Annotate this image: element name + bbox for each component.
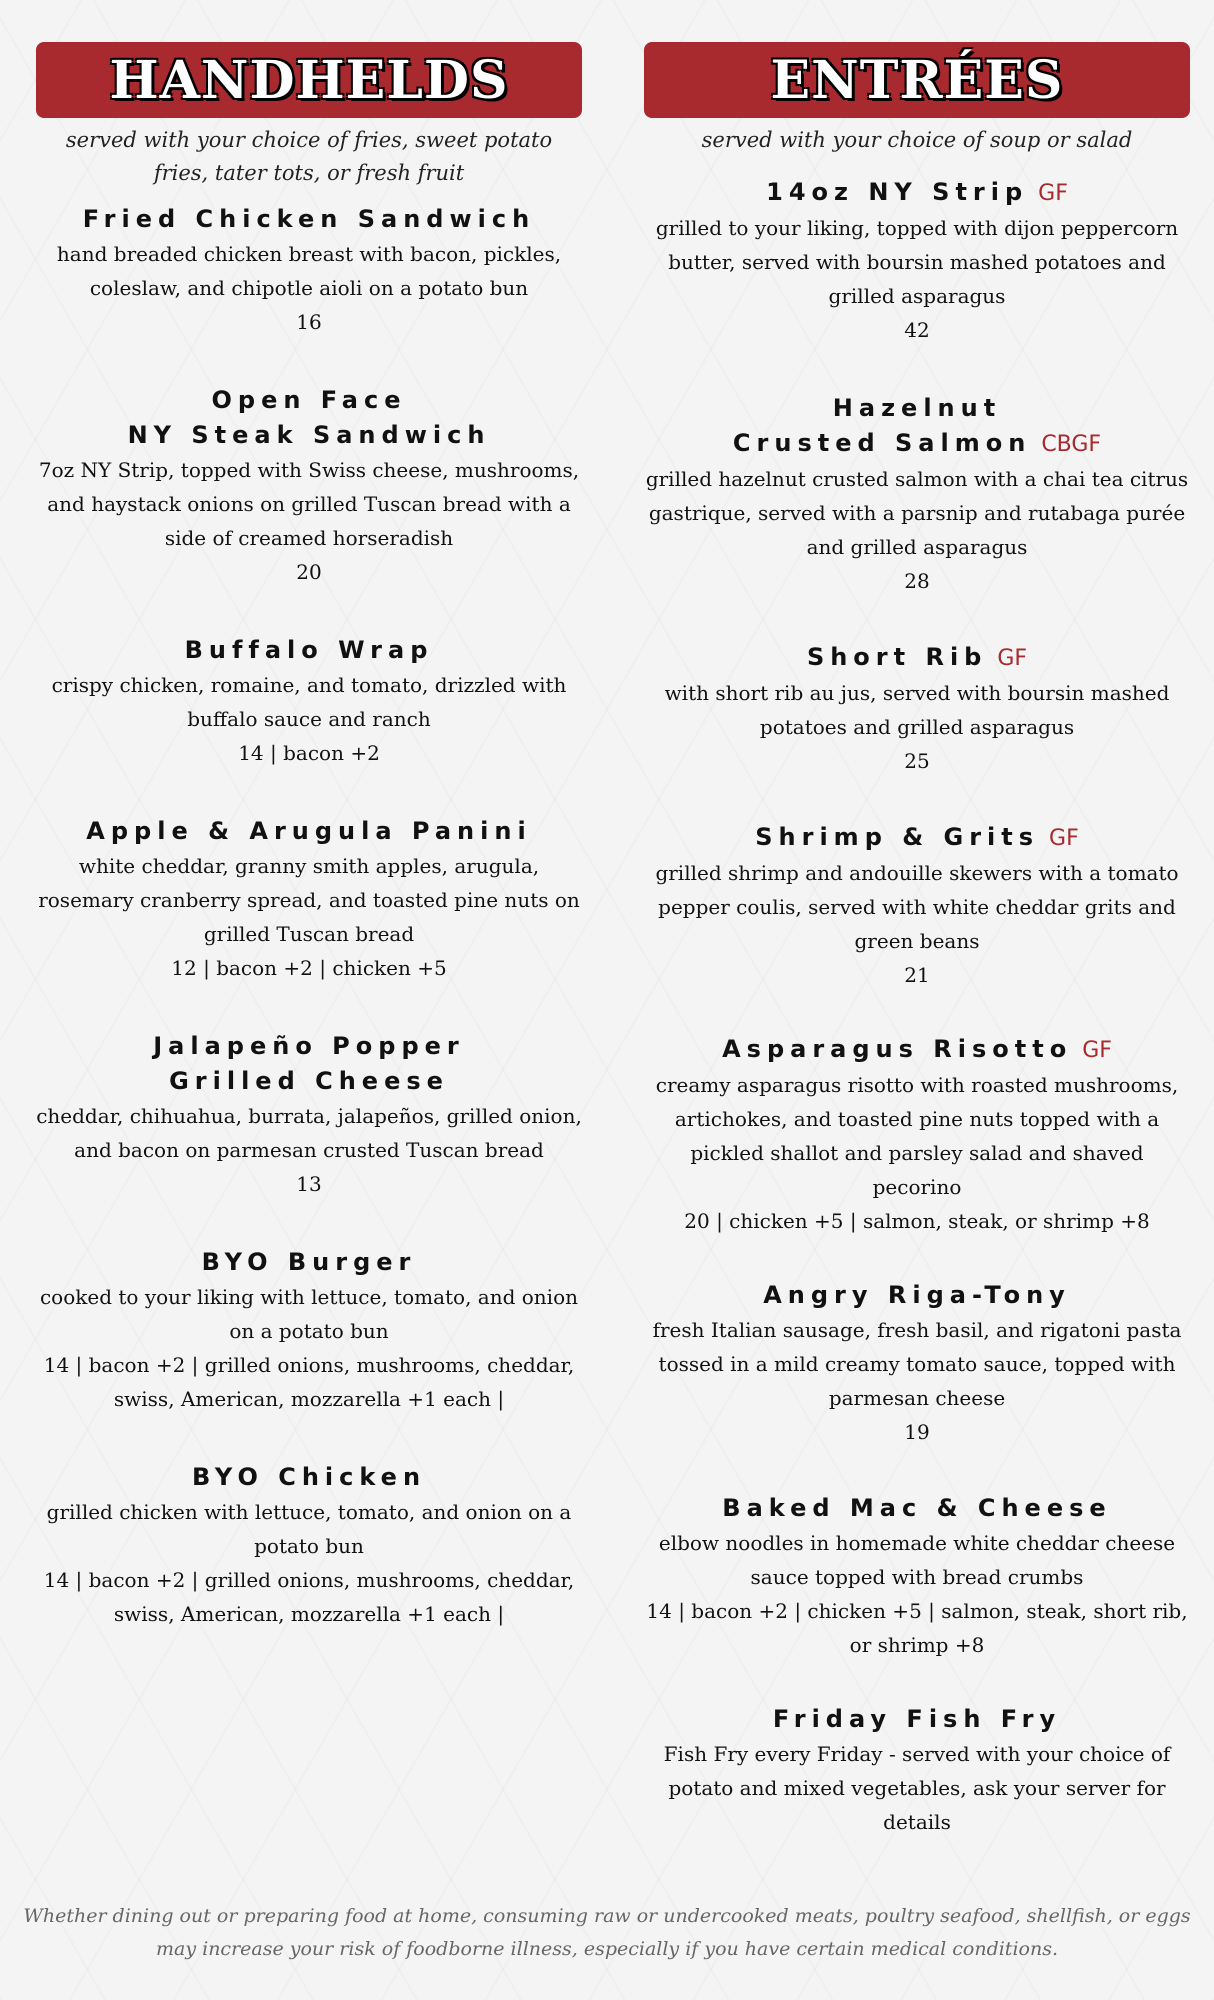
menu-item [36, 1460, 582, 1631]
menu-item-price: 42 [904, 318, 930, 342]
menu-item-name-line: Baked Mac & Cheese [722, 1494, 1112, 1522]
menu-item [36, 814, 582, 985]
menu-item-name-line: BYO Burger [201, 1248, 417, 1276]
menu-item-name [644, 1032, 1190, 1068]
menu-item-description: creamy asparagus risotto with roasted mushrooms, artichokes, and toasted pine nuts topped with a pickled shallot and parsley salad and shaved pecorino [655, 1073, 1179, 1199]
menu-item-price: 20 | chicken +5 | salmon, steak, or shrimp +8 [684, 1209, 1150, 1233]
menu-item-name-line: Fried Chicken Sandwich [82, 205, 536, 233]
dietary-tag: GF [997, 646, 1028, 671]
menu-item-name [644, 820, 1190, 856]
menu-item-description: elbow noodles in homemade white cheddar cheese sauce topped with bread crumbs [658, 1531, 1176, 1589]
dietary-tag: GF [1082, 1038, 1112, 1063]
menu-item-name [36, 814, 582, 849]
handhelds-section [36, 42, 582, 1631]
menu-item-description: Fish Fry every Friday - served with your choice of potato and mixed vegetables, ask your server for details [663, 1742, 1171, 1834]
menu-item-price: 14 | bacon +2 | grilled onions, mushrooms, cheddar, swiss, American, mozzarella +1 each | [43, 1568, 575, 1626]
menu-item-name [36, 202, 582, 237]
menu-item-name-line: BYO Chicken [191, 1463, 427, 1491]
menu-item-name [644, 640, 1190, 676]
menu-item-price: 25 [904, 749, 930, 773]
menu-item-name [644, 175, 1190, 211]
menu-item [36, 1245, 582, 1416]
menu-item-name [36, 1029, 582, 1099]
menu-item [36, 1029, 582, 1201]
menu-item [644, 391, 1190, 598]
menu-item-name-line: Apple & Arugula Panini [86, 817, 532, 845]
menu-item-name [644, 391, 1190, 462]
menu-item-name-line: Grilled Cheese [169, 1067, 449, 1095]
menu-item [644, 820, 1190, 992]
menu-item-name-line: 14oz NY Strip GF [766, 178, 1068, 206]
menu-item-name-line: Friday Fish Fry [772, 1705, 1062, 1733]
menu-item [36, 202, 582, 339]
menu-item [36, 633, 582, 770]
handhelds-title: HANDHELDS [109, 49, 509, 111]
menu-item [644, 1278, 1190, 1449]
food-safety-disclaimer: Whether dining out or preparing food at home, consuming raw or undercooked meats, poultry seafood, shellfish, or eggs may increase your risk of foodborne illness, especially if you have certain medical conditions. [23, 1905, 1191, 1960]
menu-item-name [36, 383, 582, 453]
menu-item-price: 14 | bacon +2 | grilled onions, mushrooms, cheddar, swiss, American, mozzarella +1 each | [43, 1353, 575, 1411]
menu-item [644, 1032, 1190, 1238]
menu-item-name-line: NY Steak Sandwich [127, 421, 491, 449]
menu-item-name [644, 1491, 1190, 1526]
menu-item-name-line: Angry Riga-Tony [763, 1281, 1071, 1309]
handhelds-list [36, 202, 582, 1631]
menu-item-description: cheddar, chihuahua, burrata, jalapeños, grilled onion, and bacon on parmesan crusted Tuscan bread [36, 1104, 582, 1162]
menu-item-description: grilled to your liking, topped with dijon peppercorn butter, served with boursin mashed potatoes and grilled asparagus [655, 216, 1179, 308]
menu-item-description: hand breaded chicken breast with bacon, pickles, coleslaw, and chipotle aioli on a potato bun [56, 242, 562, 300]
menu-item-name-line: Shrimp & Grits GF [755, 823, 1079, 851]
handhelds-subtitle: served with your choice of fries, sweet potato fries, tater tots, or fresh fruit [65, 128, 553, 185]
menu-item-description: crispy chicken, romaine, and tomato, drizzled with buffalo sauce and ranch [51, 673, 567, 731]
handhelds-banner [36, 42, 582, 118]
menu-item-price: 14 | bacon +2 | chicken +5 | salmon, steak, short rib, or shrimp +8 [646, 1599, 1188, 1657]
menu-item-description: 7oz NY Strip, topped with Swiss cheese, mushrooms, and haystack onions on grilled Tuscan bread with a side of creamed horseradish [38, 458, 580, 550]
menu-item-name [644, 1702, 1190, 1737]
menu-item [644, 1702, 1190, 1839]
menu-item-description: with short rib au jus, served with boursin mashed potatoes and grilled asparagus [664, 681, 1170, 739]
menu-item-name [36, 1245, 582, 1280]
menu-item-price: 12 | bacon +2 | chicken +5 [171, 956, 447, 980]
menu-item [644, 175, 1190, 347]
menu-item-name [644, 1278, 1190, 1313]
menu-item-name-line: Short Rib GF [806, 643, 1028, 671]
menu-item-description: white cheddar, granny smith apples, arugula, rosemary cranberry spread, and toasted pine nuts on grilled Tuscan bread [38, 854, 580, 946]
entrees-section [644, 42, 1190, 1839]
menu-item-description: grilled shrimp and andouille skewers with a tomato pepper coulis, served with white cheddar grits and green beans [655, 861, 1179, 953]
menu-item-name-line: Crusted Salmon CBGF [732, 429, 1102, 457]
menu-item-price: 14 | bacon +2 [238, 741, 380, 765]
menu-item-name [36, 1460, 582, 1495]
entrees-banner [644, 42, 1190, 118]
menu-item-description: cooked to your liking with lettuce, tomato, and onion on a potato bun [39, 1285, 579, 1343]
menu-item-name-line: Hazelnut [832, 394, 1002, 422]
menu-item-description: grilled chicken with lettuce, tomato, and onion on a potato bun [46, 1500, 572, 1558]
dietary-tag: GF [1049, 826, 1079, 851]
menu-item-price: 28 [904, 569, 930, 593]
entrees-title: ENTRÉES [770, 49, 1064, 111]
dietary-tag: GF [1038, 181, 1068, 206]
dietary-tag: CBGF [1041, 432, 1102, 457]
menu-item-price: 19 [904, 1420, 930, 1444]
menu-item [36, 383, 582, 589]
menu-item-price: 21 [904, 963, 930, 987]
menu-item [644, 1491, 1190, 1662]
entrees-list [644, 175, 1190, 1839]
menu-item-price: 16 [296, 310, 322, 334]
menu-item-name-line: Open Face [211, 386, 407, 414]
entrees-subtitle: served with your choice of soup or salad [701, 128, 1133, 152]
menu-item [644, 640, 1190, 778]
menu-item-price: 20 [296, 560, 322, 584]
menu-item-description: grilled hazelnut crusted salmon with a chai tea citrus gastrique, served with a parsnip and rutabaga purée and grilled asparagus [645, 467, 1189, 559]
menu-item-name-line: Asparagus Risotto GF [722, 1035, 1112, 1063]
menu-item-price: 13 [296, 1172, 322, 1196]
menu-item-name-line: Jalapeño Popper [153, 1032, 465, 1060]
menu-item-description: fresh Italian sausage, fresh basil, and rigatoni pasta tossed in a mild creamy tomato sauce, topped with parmesan cheese [652, 1318, 1182, 1410]
menu-item-name-line: Buffalo Wrap [184, 636, 434, 664]
menu-item-name [36, 633, 582, 668]
